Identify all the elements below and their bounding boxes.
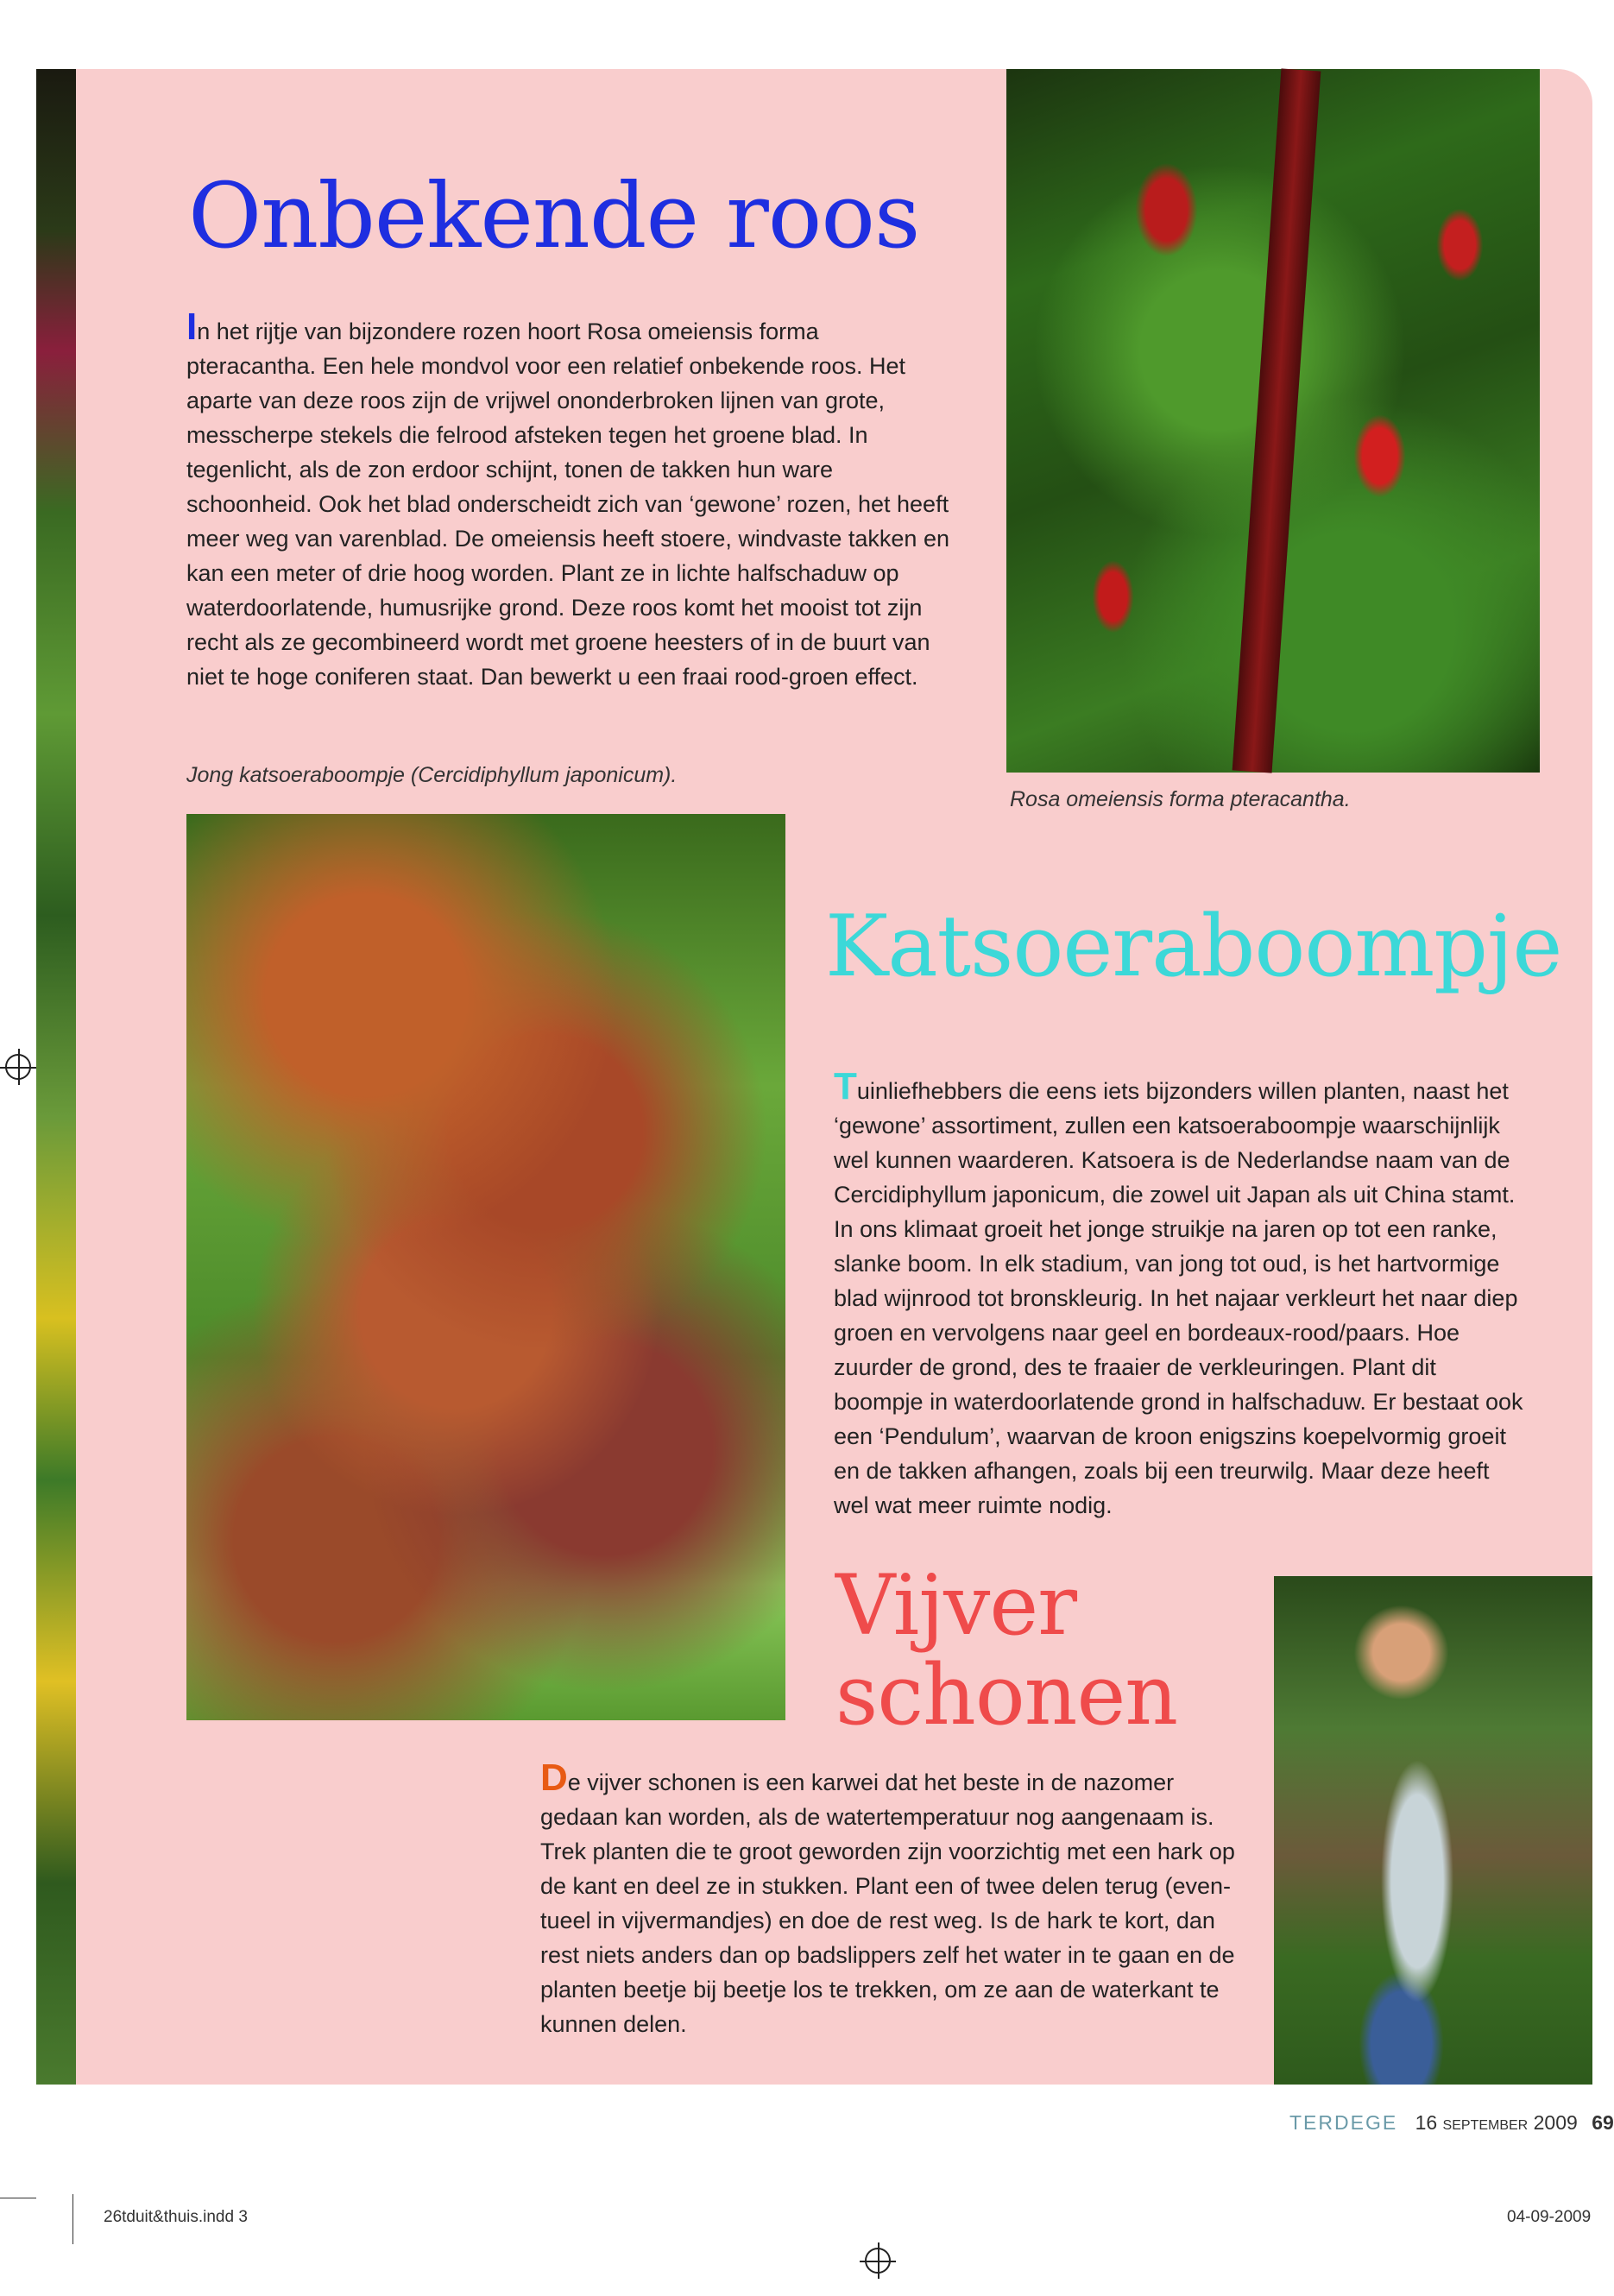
heading-katsoeraboompje: Katsoeraboompje xyxy=(825,898,1562,996)
body-text: uinliefhebbers die eens iets bijzonders willen planten, naast het ‘gewone’ assortiment, zullen een katsoeraboompje waarschijnlijk wel kunnen waarderen. Katsoera is de Nederlandse naam van de Cercidiphyllum japonicum, die zowel uit Japan als uit China stamt. In ons klimaat groeit het jonge struikje na jaren op tot een ranke, slanke boom. In elk stadium, van jong tot oud, is het hartvormige blad wijnrood tot bronskleurig. In het najaar verkleurt het naar diep groen en vervolgens naar geel en bordeaux-rood/paars. Hoe zuurder de grond, des te fraaier de verkleuringen. Plant dit boompje in waterdoorlatende grond in halfschaduw. Er bestaat ook een ‘Pendulum’, waarvan de kroon enigszins koepelvormig groeit en de takken afhangen, zoals bij een treurwilg. Maar deze heeft wel wat meer ruimte nodig. xyxy=(834,1078,1523,1518)
slug-filename: 26tduit&thuis.indd 3 xyxy=(104,2208,248,2226)
photo-gardener-with-rake xyxy=(1274,1576,1592,2085)
page-footer xyxy=(1289,2111,1614,2135)
body-text: e vijver schonen is een karwei dat het beste in de nazomer gedaan kan worden, als de watertemperatuur nog aangenaam is. Trek planten die te groot geworden zijn voorzichtig met een hark op de kant en deel ze in stukken. Plant een of twee delen terug (even-tueel in vijvermandjes) en doe de rest weg. Is de hark te kort, dan rest niets anders dan op badslippers zelf het water in te gaan en de planten beetje bij beetje los te trekken, om ze aan de waterkant te kunnen delen. xyxy=(540,1769,1235,2037)
registration-mark-icon xyxy=(5,1054,31,1080)
body-vijver-schonen xyxy=(540,1757,1250,2041)
magazine-name: TERDEGE xyxy=(1289,2111,1398,2134)
dropcap: T xyxy=(834,1065,857,1107)
page-number: 69 xyxy=(1592,2111,1614,2134)
registration-mark-icon xyxy=(865,2248,891,2274)
caption-katsoeraboompje: Jong katsoeraboompje (Cercidiphyllum japonicum). xyxy=(186,763,678,787)
issue-date: 16 september 2009 xyxy=(1415,2111,1578,2134)
slug-date: 04-09-2009 xyxy=(1507,2208,1592,2226)
heading-onbekende-roos: Onbekende roos xyxy=(188,163,920,268)
body-text: n het rijtje van bijzondere rozen hoort Rosa omeiensis forma pteracantha. Een hele mondvol voor een relatief onbekende roos. Het aparte van deze roos zijn de vrijwel ononderbroken lijnen van grote, messcherpe stekels die felrood afsteken tegen het groene blad. In tegenlicht, als de zon erdoor schijnt, tonen de takken hun ware schoonheid. Ook het blad onderscheidt zich van ‘gewone’ rozen, het heeft meer weg van varenblad. De omeiensis heeft stoere, windvaste takken en kan een meter of drie hoog worden. Plant ze in lichte halfschaduw op waterdoorlatende, humusrijke grond. Deze roos komt het mooist tot zijn recht als ze gecombineerd wordt met groene heesters of in de buurt van niet te hoge coniferen staat. Dan bewerkt u een fraai rood-groen effect. xyxy=(186,319,949,690)
caption-rosa: Rosa omeiensis forma pteracantha. xyxy=(1010,787,1351,811)
left-photo-bleed xyxy=(36,69,76,2085)
thorny-stem xyxy=(1233,68,1321,773)
heading-vijver-schonen: Vijver schonen xyxy=(835,1557,1178,1744)
body-onbekende-roos xyxy=(186,306,955,694)
photo-rosa-omeiensis xyxy=(1006,69,1540,773)
body-katsoeraboompje xyxy=(834,1065,1524,1523)
dropcap: I xyxy=(186,306,198,348)
dropcap: D xyxy=(540,1757,568,1799)
photo-katsoeraboompje xyxy=(186,814,785,1720)
